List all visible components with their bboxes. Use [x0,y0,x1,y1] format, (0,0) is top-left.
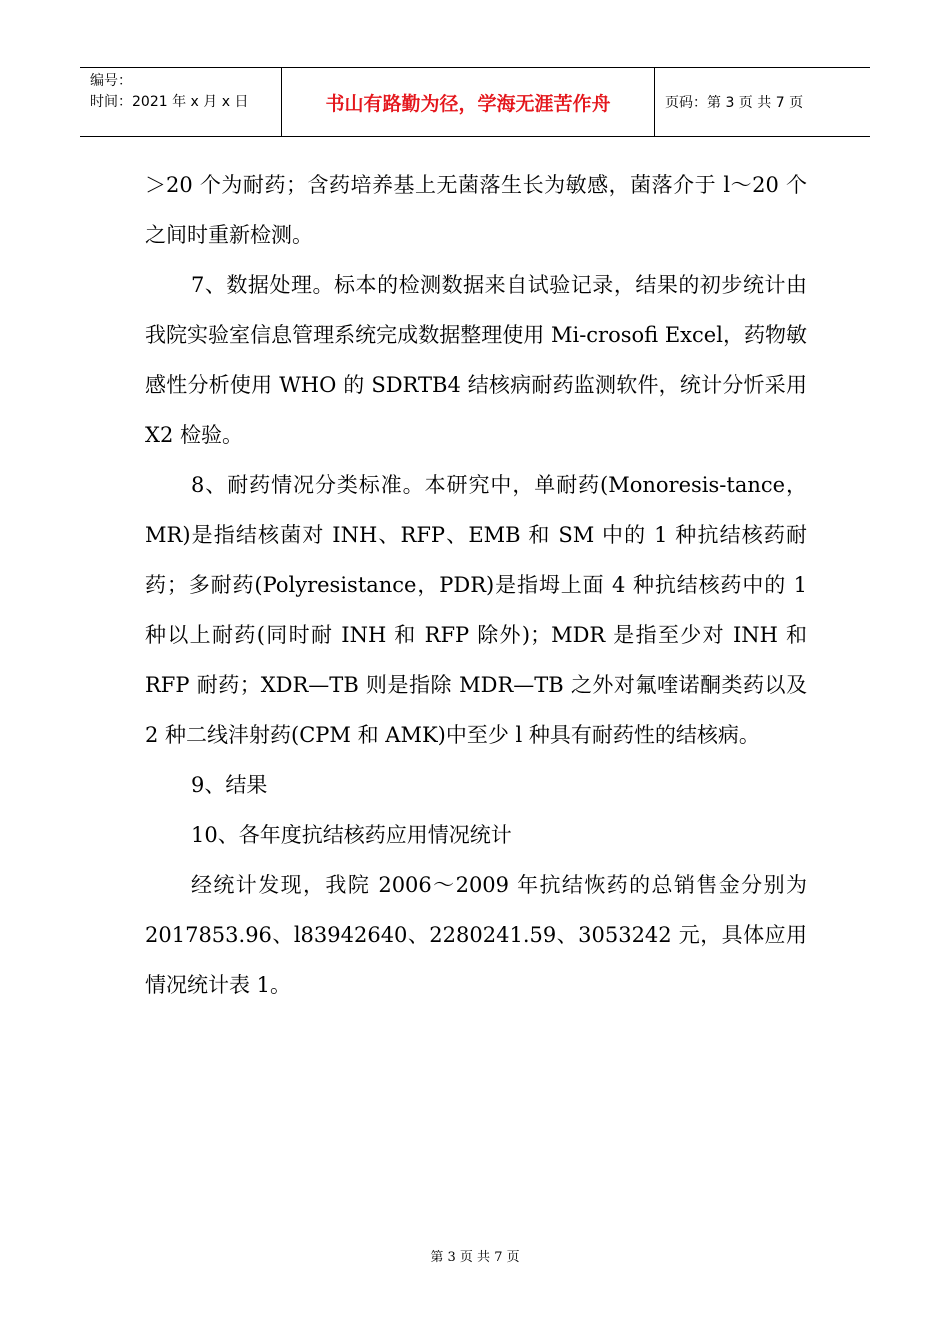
header-page-number: 页码：第 3 页 共 7 页 [665,95,804,111]
page-footer: 第 3 页 共 7 页 [430,1250,520,1265]
date-label: 时间：2021 年 x 月 x 日 [90,94,249,110]
paragraph-data-processing: 7、数据处理。标本的检测数据来自试验记录，结果的初步统计由我院实验室信息管理系统完成数据整理使用 Mi-crosofi Excel，药物敏感性分析使用 WHO 的 SDRTB4 结核病耐药监测软件，统计分忻采用 X2 检验。 [145,273,807,447]
page-header [80,67,870,137]
paragraph-usage-heading: 10、各年度抗结核药应用情况统计 [191,823,512,847]
header-motto: 书山有路勤为径，学海无涯苦作舟 [282,68,655,136]
document-body [145,160,807,1010]
paragraph-continuation: ＞20 个为耐药；含药培养基上无菌落生长为敏感，菌落介于 l～20 个之间时重新检测。 [145,173,807,247]
paragraph-results-heading: 9、结果 [191,773,268,797]
number-label: 编号： [90,73,132,89]
paragraph-statistics: 经统计发现，我院 2006～2009 年抗结恢药的总销售金分别为 2017853.96、l83942640、2280241.59、3053242 元，具体应用情况统计表 1。 [145,873,807,997]
header-meta [80,68,282,136]
paragraph-classification: 8、耐药情况分类标准。本研究中，单耐药(Monoresis-tance，MR)是指结核菌对 INH、RFP、EMB 和 SM 中的 1 种抗结核药耐药；多耐药(Polyresistance，PDR)是指坶上面 4 种抗结核药中的 1 种以上耐药(同时耐 INH 和 RFP 除外)；MDR 是指至少对 INH 和 RFP 耐药；XDR—TB 则是指除 MDR—TB 之外对氟喹诺酮类药以及 2 种二线沣射药(CPM 和 AMK)中至少 l 种具有耐药性的结核病。 [145,473,807,747]
